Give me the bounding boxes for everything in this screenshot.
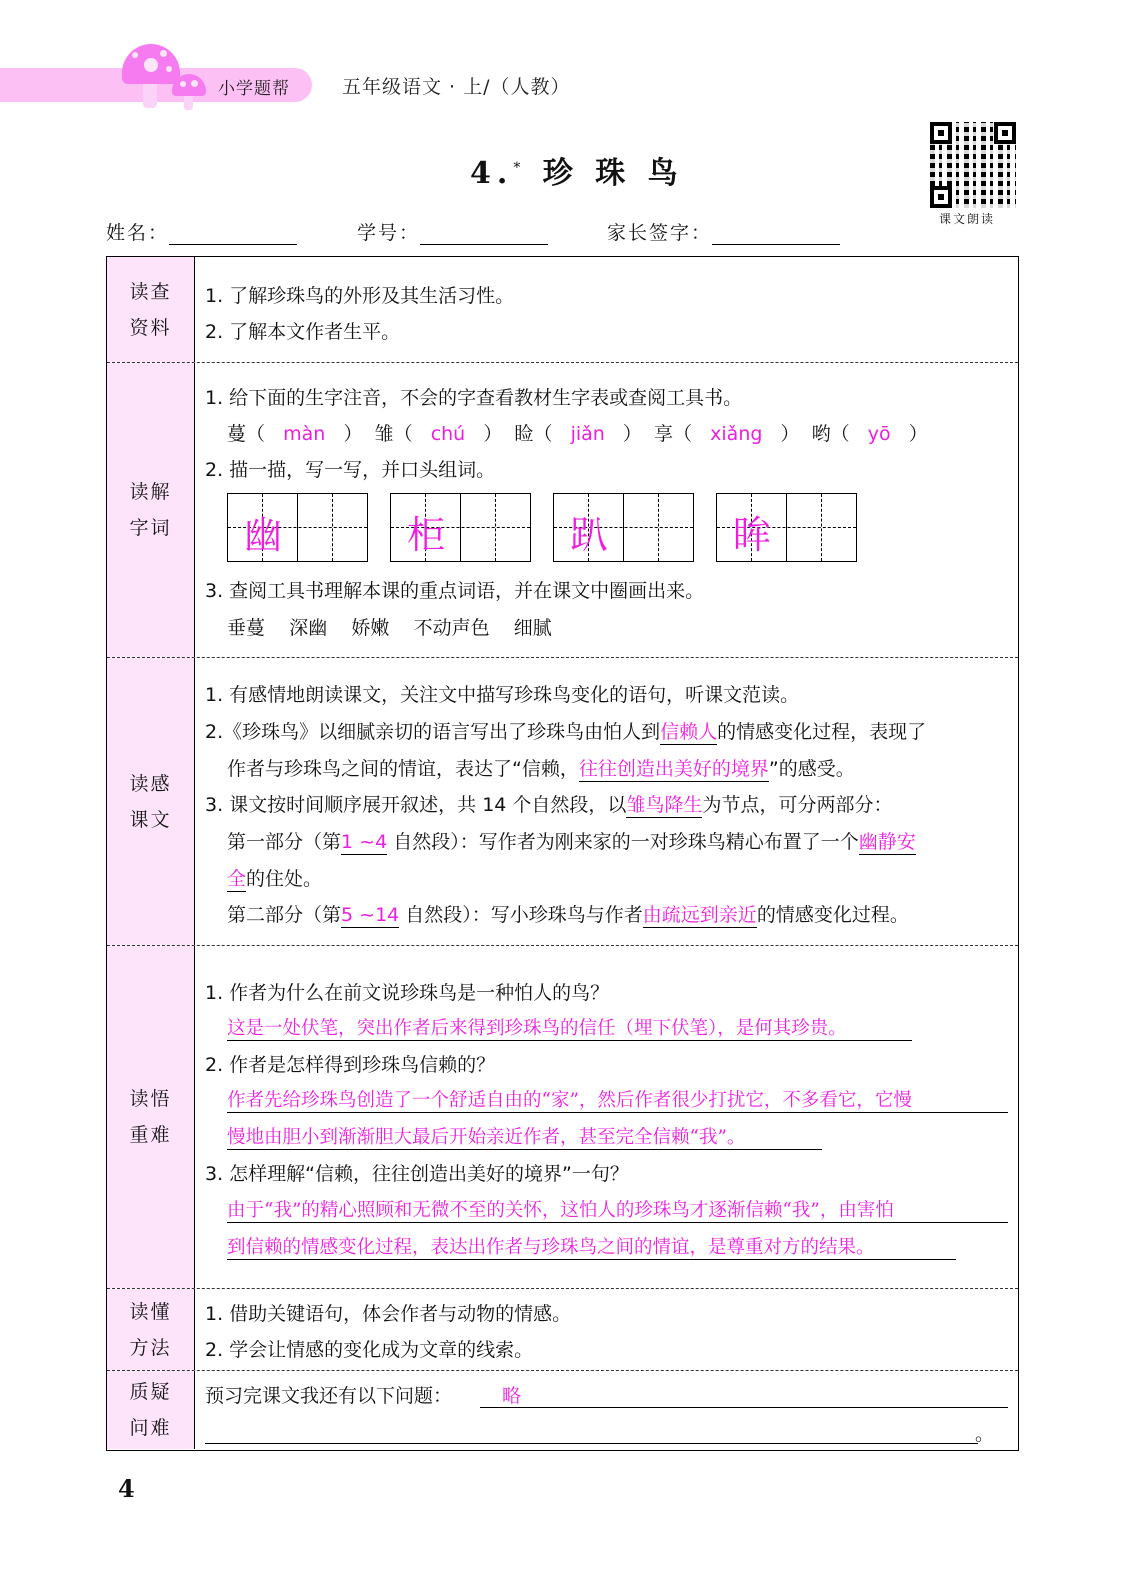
lesson-name: 珍 珠 鸟 <box>542 156 684 191</box>
answer-blank: 雏鸟降生 <box>626 794 703 816</box>
section-label: 读懂 方法 <box>107 1289 195 1370</box>
part-one-cont: 全的住处。 <box>227 868 323 890</box>
answer-line: 慢地由胆小到渐渐胆大最后开始亲近作者，甚至完全信赖“我”。 <box>227 1123 822 1150</box>
section-key-points <box>107 946 1018 1289</box>
answer-blank: 1 ~4 <box>341 831 388 853</box>
question: 1. 给下面的生字注音，不会的字查看教材生字表或查阅工具书。 <box>205 387 743 409</box>
question-input[interactable] <box>480 1381 1008 1408</box>
answer-blank: 幽静安 <box>858 831 916 853</box>
answer-blank: 往往创造出美好的境界 <box>578 758 769 780</box>
writing-box[interactable]: 柜 <box>390 493 531 562</box>
list-item: 1. 有感情地朗读课文，关注文中描写珍珠鸟变化的语句，听课文范读。 <box>205 684 800 706</box>
answer-line: 到信赖的情感变化过程，表达出作者与珍珠鸟之间的情谊，是尊重对方的结果。 <box>227 1233 956 1260</box>
question: 3. 查阅工具书理解本课的重点词语，并在课文中圈画出来。 <box>205 580 705 602</box>
list-item: 3. 课文按时间顺序展开叙述，共 14 个自然段，以雏鸟降生为节点，可分两部分： <box>205 794 893 816</box>
pinyin-answer: màn <box>283 423 326 445</box>
list-item-cont: 作者与珍珠鸟之间的情谊，表达了“信赖，往往创造出美好的境界”的感受。 <box>227 758 855 780</box>
answer-blank: 信赖人 <box>660 721 718 743</box>
section-questions <box>107 1371 1018 1449</box>
section-label: 读感 课文 <box>107 658 195 945</box>
section-vocabulary <box>107 363 1018 658</box>
brand-name: 小学题帮 <box>218 79 290 99</box>
word-list: 垂蔓 深幽 娇嫩 不动声色 细腻 <box>227 617 552 639</box>
parent-signature-label: 家长签字： <box>607 222 713 244</box>
pinyin-answer: yō <box>867 423 891 445</box>
answer-line: 这是一处伏笔，突出作者后来得到珍珠鸟的信任（埋下伏笔），是何其珍贵。 <box>227 1014 912 1041</box>
writing-grid <box>227 493 867 563</box>
lesson-star: * <box>513 160 527 176</box>
section-text-feeling <box>107 658 1018 946</box>
book-title: 五年级语文 · 上/（人教） <box>342 76 571 98</box>
section-methods <box>107 1289 1018 1371</box>
mushroom-small-stem <box>184 94 193 110</box>
answer-blank: 由疏远到亲近 <box>642 904 757 926</box>
pinyin-answer: jiǎn <box>570 423 605 445</box>
lesson-number: 4. <box>470 156 514 191</box>
writing-box[interactable]: 幽 <box>227 493 368 562</box>
question-input-line2[interactable] <box>205 1417 978 1444</box>
study-table <box>106 256 1019 1451</box>
name-field[interactable] <box>106 218 297 245</box>
answer-blank: 5 ~14 <box>341 904 400 926</box>
mushroom-stem <box>143 80 157 108</box>
pinyin-answer: chú <box>430 423 466 445</box>
question-prompt: 预习完课文我还有以下问题： <box>205 1385 453 1407</box>
pinyin-answer: xiǎng <box>710 423 763 445</box>
pinyin-row: 蔓（ màn ） 雏（ chú ） 睑（ jiǎn ） 享（ xiǎng ） 哟（ yō ） <box>227 423 928 445</box>
section-label: 读查 资料 <box>107 257 195 362</box>
page-number: 4 <box>118 1474 135 1503</box>
question: 3. 怎样理解“信赖，往往创造出美好的境界”一句？ <box>205 1163 629 1185</box>
list-item: 2. 学会让情感的变化成为文章的线索。 <box>205 1339 534 1361</box>
question: 2. 描一描，写一写，并口头组词。 <box>205 459 496 481</box>
question: 2. 作者是怎样得到珍珠鸟信赖的？ <box>205 1054 496 1076</box>
student-id-field[interactable] <box>357 218 548 245</box>
end-mark: 。 <box>974 1423 994 1445</box>
lesson-title <box>470 148 684 192</box>
answer-blank: 全 <box>227 868 247 890</box>
qr-code-icon[interactable] <box>930 122 1016 208</box>
part-two: 第二部分（第5 ~14 自然段）：写小珍珠鸟与作者由疏远到亲近的情感变化过程。 <box>227 904 909 926</box>
section-reference <box>107 257 1018 363</box>
answer-line: 由于“我”的精心照顾和无微不至的关怀，这怕人的珍珠鸟才逐渐信赖“我”，由害怕 <box>227 1196 1008 1223</box>
student-id-label: 学号： <box>357 222 421 244</box>
section-label: 读解 字词 <box>107 363 195 657</box>
list-item: 2. 了解本文作者生平。 <box>205 321 401 343</box>
list-item: 2.《珍珠鸟》以细腻亲切的语言写出了珍珠鸟由怕人到信赖人的情感变化过程，表现了 <box>205 721 927 743</box>
list-item: 1. 借助关键语句，体会作者与动物的情感。 <box>205 1303 572 1325</box>
question: 1. 作者为什么在前文说珍珠鸟是一种怕人的鸟？ <box>205 982 610 1004</box>
parent-signature-field[interactable] <box>607 218 840 245</box>
writing-box[interactable]: 眸 <box>716 493 857 562</box>
qr-caption: 课文朗读 <box>939 212 996 226</box>
mushroom-icon <box>122 44 180 84</box>
answer-line: 作者先给珍珠鸟创造了一个舒适自由的“家”，然后作者很少打扰它，不多看它，它慢 <box>227 1086 1008 1113</box>
section-label: 读悟 重难 <box>107 946 195 1288</box>
list-item: 1. 了解珍珠鸟的外形及其生活习性。 <box>205 285 515 307</box>
part-one: 第一部分（第1 ~4 自然段）：写作者为刚来家的一对珍珠鸟精心布置了一个幽静安 <box>227 831 916 853</box>
writing-box[interactable]: 趴 <box>553 493 694 562</box>
section-label: 质疑 问难 <box>107 1371 195 1449</box>
answer-text: 略 <box>502 1385 522 1407</box>
name-label: 姓名： <box>106 222 170 244</box>
